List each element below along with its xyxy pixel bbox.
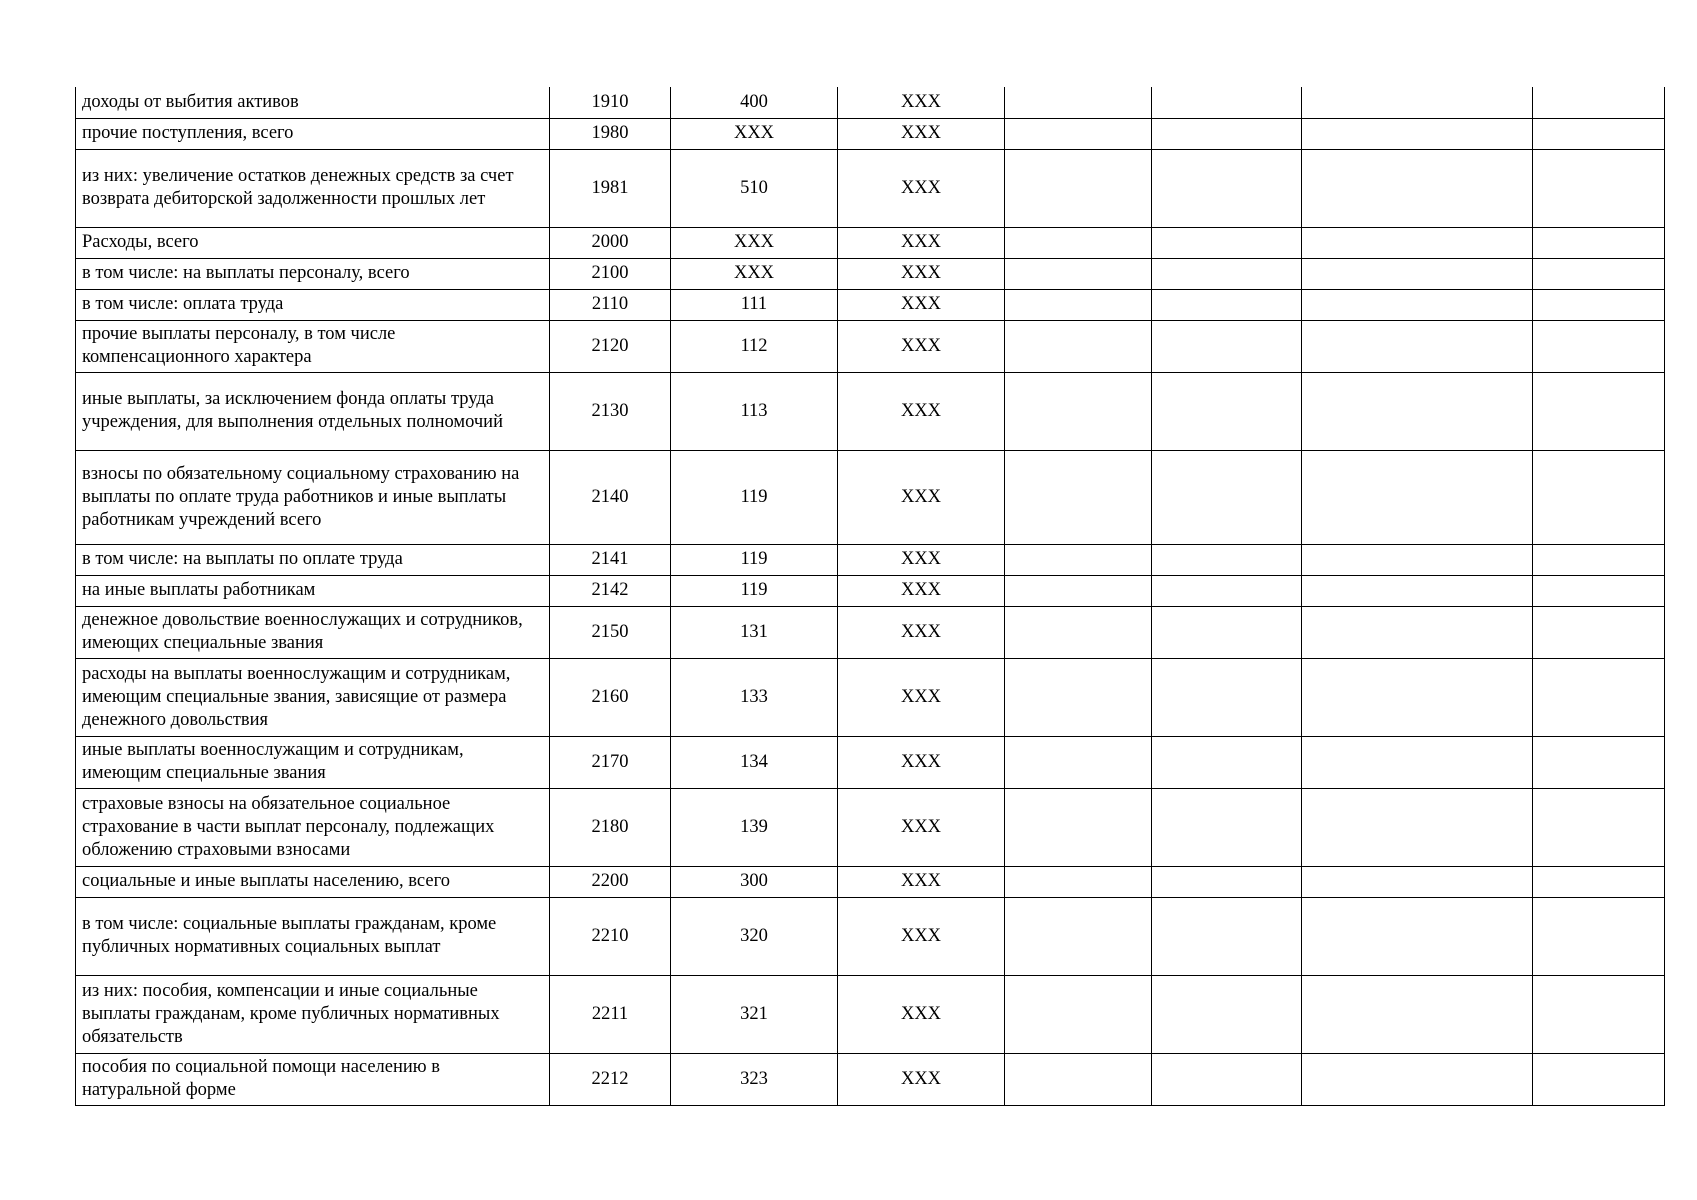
row-placeholder-cell: XXX [838,575,1005,606]
row-empty-cell [1152,606,1302,658]
row-empty-cell [1005,258,1152,289]
row-empty-cell [1005,118,1152,149]
row-code-cell: 2160 [550,658,671,736]
row-empty-cell [1302,606,1533,658]
table-row [76,450,1665,544]
row-placeholder-cell: XXX [838,544,1005,575]
row-code-cell: 2141 [550,544,671,575]
row-code-cell: 2140 [550,450,671,544]
row-empty-cell [1533,372,1665,450]
row-placeholder-cell: XXX [838,450,1005,544]
row-empty-cell [1533,606,1665,658]
table-row [76,149,1665,227]
row-empty-cell [1302,788,1533,866]
row-placeholder-cell: XXX [838,658,1005,736]
row-kbk-cell: 133 [671,658,838,736]
row-name-cell: иные выплаты, за исключением фонда оплаты труда учреждения, для выполнения отдельных полномочий [76,372,550,450]
row-placeholder-cell: XXX [838,149,1005,227]
row-empty-cell [1533,1053,1665,1105]
table-row [76,788,1665,866]
row-empty-cell [1533,658,1665,736]
row-kbk-cell: 112 [671,320,838,372]
row-empty-cell [1533,118,1665,149]
row-name-cell: из них: пособия, компенсации и иные социальные выплаты гражданам, кроме публичных нормативных обязательств [76,975,550,1053]
row-empty-cell [1152,258,1302,289]
row-empty-cell [1302,575,1533,606]
row-empty-cell [1533,975,1665,1053]
row-name-cell: прочие поступления, всего [76,118,550,149]
row-empty-cell [1152,289,1302,320]
row-empty-cell [1302,149,1533,227]
row-empty-cell [1005,575,1152,606]
row-kbk-cell: 300 [671,866,838,897]
row-placeholder-cell: XXX [838,975,1005,1053]
row-name-cell: социальные и иные выплаты населению, всего [76,866,550,897]
table-row [76,544,1665,575]
row-kbk-cell: 119 [671,450,838,544]
table-row [76,1053,1665,1105]
row-empty-cell [1533,897,1665,975]
row-kbk-cell: 134 [671,736,838,788]
row-empty-cell [1302,227,1533,258]
row-empty-cell [1302,372,1533,450]
row-name-cell: денежное довольствие военнослужащих и сотрудников, имеющих специальные звания [76,606,550,658]
row-code-cell: 2211 [550,975,671,1053]
row-empty-cell [1152,544,1302,575]
row-empty-cell [1005,372,1152,450]
row-empty-cell [1005,658,1152,736]
table-row [76,606,1665,658]
row-kbk-cell: 111 [671,289,838,320]
row-name-cell: на иные выплаты работникам [76,575,550,606]
table-row [76,975,1665,1053]
table-body [76,87,1665,1105]
row-empty-cell [1533,575,1665,606]
row-empty-cell [1152,118,1302,149]
row-placeholder-cell: XXX [838,606,1005,658]
row-code-cell: 2100 [550,258,671,289]
row-empty-cell [1302,258,1533,289]
row-empty-cell [1152,866,1302,897]
row-empty-cell [1005,320,1152,372]
row-name-cell: доходы от выбития активов [76,87,550,118]
table-row [76,118,1665,149]
row-code-cell: 2180 [550,788,671,866]
row-name-cell: иные выплаты военнослужащим и сотрудникам, имеющим специальные звания [76,736,550,788]
row-empty-cell [1152,372,1302,450]
row-empty-cell [1152,1053,1302,1105]
row-name-cell: прочие выплаты персоналу, в том числе компенсационного характера [76,320,550,372]
row-empty-cell [1533,866,1665,897]
row-empty-cell [1005,289,1152,320]
row-empty-cell [1302,975,1533,1053]
row-name-cell: в том числе: социальные выплаты гражданам, кроме публичных нормативных социальных выплат [76,897,550,975]
table-row [76,736,1665,788]
row-name-cell: в том числе: оплата труда [76,289,550,320]
row-code-cell: 1981 [550,149,671,227]
row-kbk-cell: 400 [671,87,838,118]
row-name-cell: Расходы, всего [76,227,550,258]
row-empty-cell [1533,258,1665,289]
row-kbk-cell: 119 [671,575,838,606]
row-placeholder-cell: XXX [838,320,1005,372]
row-empty-cell [1005,544,1152,575]
row-code-cell: 2150 [550,606,671,658]
row-empty-cell [1302,87,1533,118]
row-name-cell: пособия по социальной помощи населению в натуральной форме [76,1053,550,1105]
row-empty-cell [1533,450,1665,544]
row-empty-cell [1302,736,1533,788]
row-name-cell: в том числе: на выплаты персоналу, всего [76,258,550,289]
row-empty-cell [1152,736,1302,788]
row-name-cell: взносы по обязательному социальному страхованию на выплаты по оплате труда работников и иные выплаты работникам учреждений всего [76,450,550,544]
row-kbk-cell: XXX [671,118,838,149]
row-kbk-cell: 321 [671,975,838,1053]
row-kbk-cell: 323 [671,1053,838,1105]
row-code-cell: 1910 [550,87,671,118]
table-row [76,866,1665,897]
row-kbk-cell: 139 [671,788,838,866]
row-kbk-cell: 113 [671,372,838,450]
row-empty-cell [1302,450,1533,544]
row-empty-cell [1533,544,1665,575]
table-row [76,87,1665,118]
row-empty-cell [1005,1053,1152,1105]
row-empty-cell [1533,736,1665,788]
row-name-cell: в том числе: на выплаты по оплате труда [76,544,550,575]
row-empty-cell [1005,975,1152,1053]
row-empty-cell [1533,289,1665,320]
row-name-cell: страховые взносы на обязательное социальное страхование в части выплат персоналу, подлежащих обложению страховыми взносами [76,788,550,866]
row-empty-cell [1005,450,1152,544]
table-row [76,227,1665,258]
row-empty-cell [1302,1053,1533,1105]
expenses-table [75,87,1665,1106]
row-code-cell: 2142 [550,575,671,606]
row-kbk-cell: XXX [671,258,838,289]
row-placeholder-cell: XXX [838,372,1005,450]
row-empty-cell [1152,450,1302,544]
row-empty-cell [1302,320,1533,372]
row-empty-cell [1302,118,1533,149]
row-placeholder-cell: XXX [838,227,1005,258]
row-empty-cell [1152,227,1302,258]
row-empty-cell [1005,87,1152,118]
row-empty-cell [1302,544,1533,575]
row-empty-cell [1533,320,1665,372]
row-code-cell: 2130 [550,372,671,450]
row-empty-cell [1152,320,1302,372]
row-placeholder-cell: XXX [838,897,1005,975]
row-empty-cell [1152,658,1302,736]
row-empty-cell [1005,227,1152,258]
row-empty-cell [1152,975,1302,1053]
row-kbk-cell: XXX [671,227,838,258]
row-code-cell: 2200 [550,866,671,897]
row-code-cell: 2000 [550,227,671,258]
row-empty-cell [1005,736,1152,788]
row-empty-cell [1302,289,1533,320]
row-kbk-cell: 320 [671,897,838,975]
row-placeholder-cell: XXX [838,866,1005,897]
table-row [76,658,1665,736]
row-code-cell: 2212 [550,1053,671,1105]
table-row [76,575,1665,606]
row-placeholder-cell: XXX [838,87,1005,118]
table-row [76,258,1665,289]
row-empty-cell [1005,149,1152,227]
row-placeholder-cell: XXX [838,1053,1005,1105]
row-code-cell: 2210 [550,897,671,975]
table-row [76,372,1665,450]
row-empty-cell [1005,897,1152,975]
row-empty-cell [1005,866,1152,897]
row-empty-cell [1302,658,1533,736]
table-row [76,320,1665,372]
row-code-cell: 1980 [550,118,671,149]
table-row [76,289,1665,320]
row-empty-cell [1152,87,1302,118]
row-kbk-cell: 510 [671,149,838,227]
row-empty-cell [1533,788,1665,866]
row-empty-cell [1005,606,1152,658]
row-empty-cell [1152,897,1302,975]
row-empty-cell [1302,866,1533,897]
table-row [76,897,1665,975]
row-empty-cell [1005,788,1152,866]
row-empty-cell [1302,897,1533,975]
row-empty-cell [1152,788,1302,866]
row-empty-cell [1533,227,1665,258]
row-name-cell: расходы на выплаты военнослужащим и сотрудникам, имеющим специальные звания, зависящие от размера денежного довольствия [76,658,550,736]
row-kbk-cell: 119 [671,544,838,575]
row-placeholder-cell: XXX [838,736,1005,788]
row-code-cell: 2110 [550,289,671,320]
row-empty-cell [1533,149,1665,227]
row-placeholder-cell: XXX [838,258,1005,289]
row-placeholder-cell: XXX [838,118,1005,149]
row-code-cell: 2120 [550,320,671,372]
row-empty-cell [1152,149,1302,227]
row-empty-cell [1533,87,1665,118]
row-placeholder-cell: XXX [838,289,1005,320]
row-placeholder-cell: XXX [838,788,1005,866]
row-name-cell: из них: увеличение остатков денежных средств за счет возврата дебиторской задолженности прошлых лет [76,149,550,227]
row-code-cell: 2170 [550,736,671,788]
row-empty-cell [1152,575,1302,606]
row-kbk-cell: 131 [671,606,838,658]
